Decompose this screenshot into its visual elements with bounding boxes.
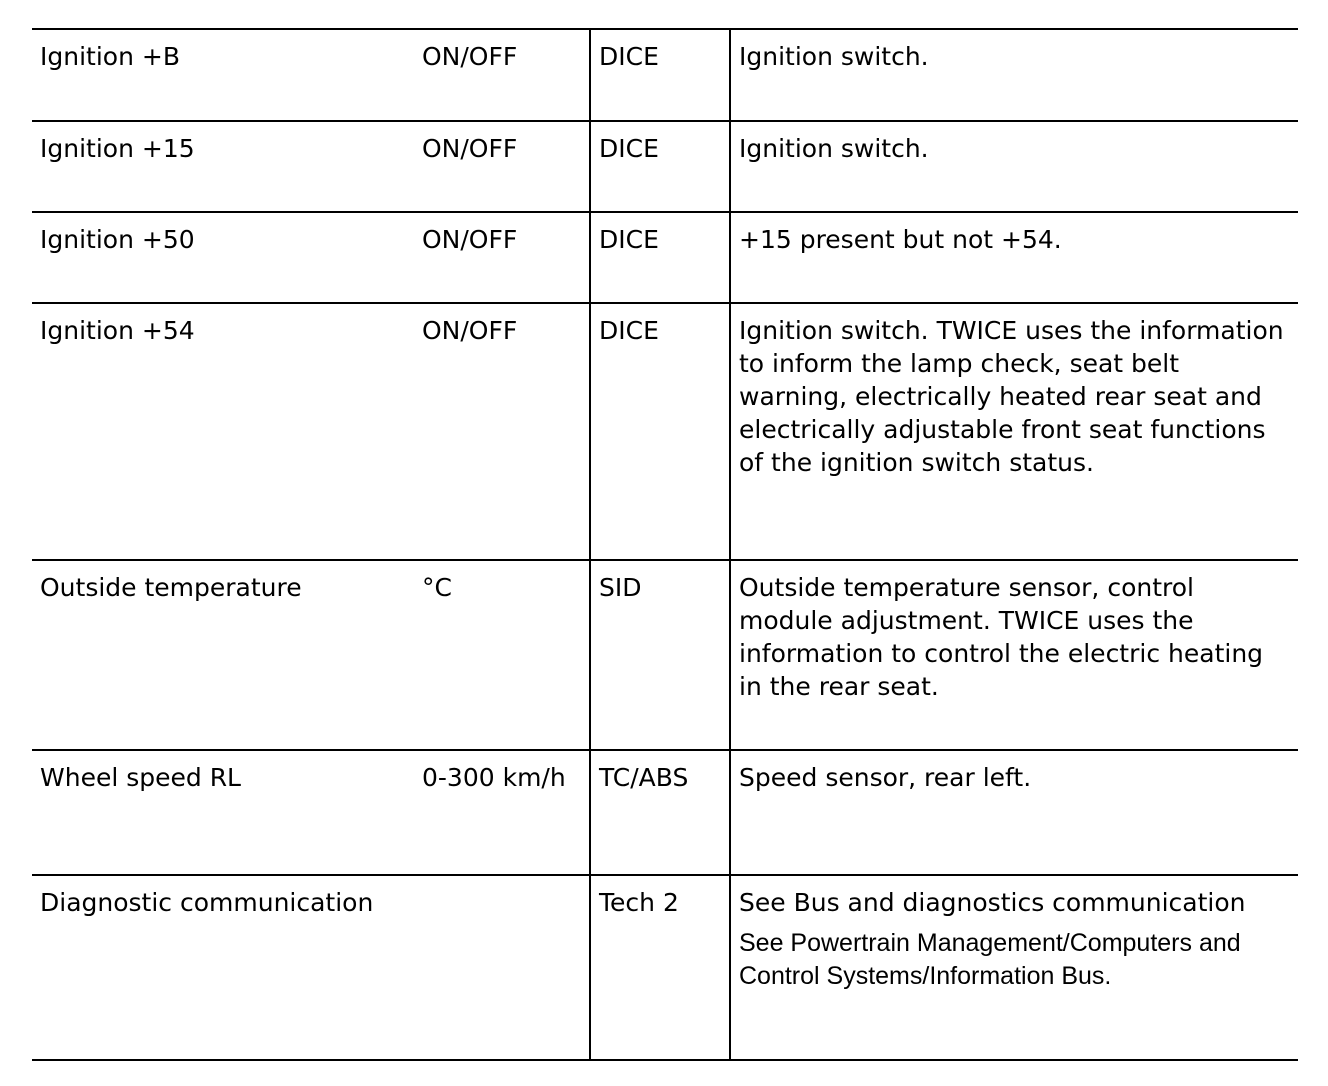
signal-value: ON/OFF bbox=[414, 303, 590, 560]
signal-description: See Bus and diagnostics communication bbox=[739, 888, 1246, 917]
table-row bbox=[32, 875, 1298, 1060]
signal-table bbox=[32, 28, 1298, 1061]
table-row bbox=[32, 560, 1298, 750]
signal-source: DICE bbox=[590, 121, 730, 212]
signal-name: Diagnostic communication bbox=[32, 875, 414, 1060]
signal-description: Ignition switch. bbox=[730, 121, 1298, 212]
table-row bbox=[32, 121, 1298, 212]
signal-source: TC/ABS bbox=[590, 750, 730, 875]
signal-description: Ignition switch. TWICE uses the information to inform the lamp check, seat belt warning, electrically heated rear seat and electrically adjustable front seat functions of the ignition switch status. bbox=[730, 303, 1298, 560]
signal-name: Wheel speed RL bbox=[32, 750, 414, 875]
table-row bbox=[32, 303, 1298, 560]
signal-value: ON/OFF bbox=[414, 212, 590, 303]
signal-value: ON/OFF bbox=[414, 121, 590, 212]
signal-value: ON/OFF bbox=[414, 29, 590, 121]
table-row bbox=[32, 750, 1298, 875]
signal-name: Ignition +B bbox=[32, 29, 414, 121]
signal-value: 0-300 km/h bbox=[414, 750, 590, 875]
signal-source: DICE bbox=[590, 29, 730, 121]
signal-name: Ignition +15 bbox=[32, 121, 414, 212]
table-row bbox=[32, 212, 1298, 303]
signal-name: Outside temperature bbox=[32, 560, 414, 750]
signal-description: Speed sensor, rear left. bbox=[730, 750, 1298, 875]
signal-name: Ignition +54 bbox=[32, 303, 414, 560]
table-row bbox=[32, 29, 1298, 121]
cross-reference-note: See Powertrain Management/Computers and Control Systems/Information Bus. bbox=[739, 929, 1241, 990]
signal-description: Outside temperature sensor, control module adjustment. TWICE uses the information to control the electric heating in the rear seat. bbox=[730, 560, 1298, 750]
signal-source: SID bbox=[590, 560, 730, 750]
signal-description: +15 present but not +54. bbox=[730, 212, 1298, 303]
signal-source: DICE bbox=[590, 303, 730, 560]
signal-source: DICE bbox=[590, 212, 730, 303]
signal-name: Ignition +50 bbox=[32, 212, 414, 303]
signal-value bbox=[414, 875, 590, 1060]
signal-value: °C bbox=[414, 560, 590, 750]
signal-description-cell bbox=[730, 875, 1298, 1060]
signal-source: Tech 2 bbox=[590, 875, 730, 1060]
signal-description: Ignition switch. bbox=[730, 29, 1298, 121]
